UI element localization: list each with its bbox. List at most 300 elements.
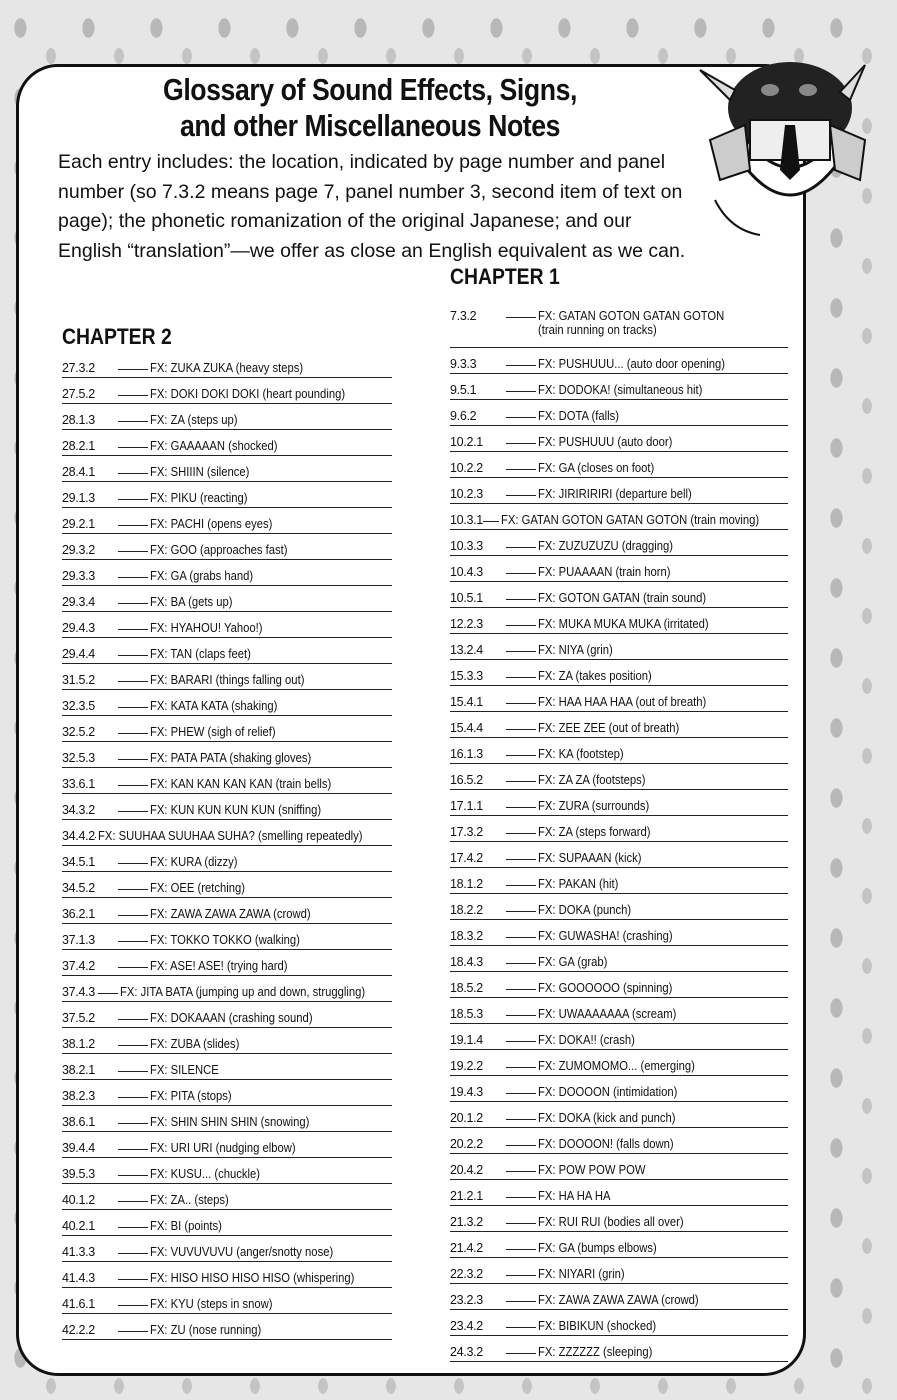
entry-text: FX: GUWASHA! (crashing) [538, 929, 673, 943]
chapter-1-list [450, 306, 788, 1362]
glossary-entry [450, 1050, 788, 1076]
entry-leader-line [118, 811, 148, 812]
entry-leader-line [118, 1097, 148, 1098]
entry-leader-line [506, 547, 536, 548]
entry-location: 42.2.2 [62, 1323, 95, 1337]
glossary-entry [450, 1336, 788, 1362]
entry-text: FX: GATAN GOTON GATAN GOTON (train moving) [501, 513, 760, 527]
entry-text: FX: PUAAAAN (train horn) [538, 565, 671, 579]
glossary-entry [450, 894, 788, 920]
entry-location: 23.4.2 [450, 1319, 483, 1333]
glossary-entry [62, 508, 392, 534]
chapter-2-heading: CHAPTER 2 [62, 324, 172, 349]
chapter-2-list [62, 352, 392, 1340]
entry-text: FX: ZA (steps up) [150, 413, 238, 427]
entry-leader-line [118, 473, 148, 474]
entry-leader-line [118, 1305, 148, 1306]
entry-location: 18.4.3 [450, 955, 483, 969]
entry-leader-line [506, 391, 536, 392]
glossary-entry [450, 400, 788, 426]
glossary-entry [450, 426, 788, 452]
glossary-entry [62, 1002, 392, 1028]
entry-text: FX: PAKAN (hit) [538, 877, 619, 891]
entry-text: FX: GA (grab) [538, 955, 608, 969]
glossary-entry [62, 430, 392, 456]
entry-text: FX: BIBIKUN (shocked) [538, 1319, 657, 1333]
glossary-entry [450, 842, 788, 868]
entry-location: 9.6.2 [450, 409, 477, 423]
entry-text: FX: PHEW (sigh of relief) [150, 725, 276, 739]
entry-location: 29.4.3 [62, 621, 95, 635]
entry-leader-line [118, 1019, 148, 1020]
entry-text: FX: GAAAAAN (shocked) [150, 439, 278, 453]
entry-location: 32.5.2 [62, 725, 95, 739]
entry-text: FX: PUSHUUU (auto door) [538, 435, 673, 449]
entry-text: FX: NIYA (grin) [538, 643, 613, 657]
entry-location: 17.1.1 [450, 799, 483, 813]
entry-text: FX: ZA.. (steps) [150, 1193, 229, 1207]
entry-leader-line [118, 681, 148, 682]
entry-text: FX: KUN KUN KUN KUN (sniffing) [150, 803, 322, 817]
entry-leader-line [506, 1041, 536, 1042]
entry-location: 16.1.3 [450, 747, 483, 761]
entry-text: FX: ZUBA (slides) [150, 1037, 240, 1051]
entry-leader-line [506, 651, 536, 652]
entry-text: FX: ZURA (surrounds) [538, 799, 650, 813]
glossary-entry [62, 690, 392, 716]
entry-leader-line [118, 941, 148, 942]
glossary-entry [62, 1184, 392, 1210]
entry-leader-line [118, 1279, 148, 1280]
entry-text: FX: SHIN SHIN SHIN (snowing) [150, 1115, 310, 1129]
entry-leader-line [118, 421, 148, 422]
glossary-entry [62, 976, 392, 1002]
entry-location: 18.3.2 [450, 929, 483, 943]
entry-leader-line [118, 1175, 148, 1176]
entry-leader-line [118, 369, 148, 370]
glossary-entry [62, 716, 392, 742]
entry-leader-line [506, 1119, 536, 1120]
entry-location: 21.2.1 [450, 1189, 483, 1203]
glossary-entry [62, 1314, 392, 1340]
entry-location: 41.6.1 [62, 1297, 95, 1311]
entry-leader-line [118, 889, 148, 890]
entry-leader-line [118, 707, 148, 708]
entry-location: 33.6.1 [62, 777, 95, 791]
glossary-entry [62, 924, 392, 950]
entry-location: 34.5.2 [62, 881, 95, 895]
glossary-entry [450, 946, 788, 972]
entry-location: 17.4.2 [450, 851, 483, 865]
entry-leader-line [118, 525, 148, 526]
entry-leader-line [506, 625, 536, 626]
entry-location: 34.5.1 [62, 855, 95, 869]
entry-text: FX: ZAWA ZAWA ZAWA (crowd) [538, 1293, 699, 1307]
entry-location: 21.3.2 [450, 1215, 483, 1229]
glossary-entry [62, 872, 392, 898]
glossary-entry [62, 560, 392, 586]
entry-leader-line [118, 759, 148, 760]
entry-leader-line [506, 469, 536, 470]
entry-location: 37.4.2 [62, 959, 95, 973]
entry-location: 37.1.3 [62, 933, 95, 947]
entry-leader-line [506, 573, 536, 574]
entry-location: 29.2.1 [62, 517, 95, 531]
entry-text: FX: SILENCE [150, 1063, 219, 1077]
entry-leader-line [506, 1197, 536, 1198]
entry-location: 20.4.2 [450, 1163, 483, 1177]
entry-leader-line [506, 1145, 536, 1146]
glossary-entry [450, 1310, 788, 1336]
glossary-entry [62, 1158, 392, 1184]
entry-location: 31.5.2 [62, 673, 95, 687]
entry-text: FX: GA (bumps elbows) [538, 1241, 657, 1255]
entry-leader-line [506, 677, 536, 678]
glossary-entry [62, 1236, 392, 1262]
entry-text: FX: GOOOOOO (spinning) [538, 981, 673, 995]
entry-location: 18.5.3 [450, 1007, 483, 1021]
entry-text: FX: JITA BATA (jumping up and down, struggling) [119, 985, 365, 999]
glossary-entry [450, 374, 788, 400]
entry-location: 19.1.4 [450, 1033, 483, 1047]
entry-leader-line [118, 1227, 148, 1228]
entry-location: 20.1.2 [450, 1111, 483, 1125]
entry-location: 41.3.3 [62, 1245, 95, 1259]
entry-leader-line [506, 989, 536, 990]
glossary-entry [450, 660, 788, 686]
entry-text: FX: JIRIRIRIRI (departure bell) [538, 487, 692, 501]
entry-leader-line [118, 967, 148, 968]
glossary-entry [450, 1128, 788, 1154]
entry-location: 40.1.2 [62, 1193, 95, 1207]
entry-leader-line [118, 1253, 148, 1254]
entry-text: FX: KAN KAN KAN KAN (train bells) [150, 777, 332, 791]
entry-text: FX: ASE! ASE! (trying hard) [150, 959, 288, 973]
entry-location: 29.1.3 [62, 491, 95, 505]
entry-leader-line [118, 499, 148, 500]
entry-text: FX: DOOOON (intimidation) [538, 1085, 678, 1099]
entry-text: FX: GOTON GATAN (train sound) [538, 591, 707, 605]
entry-location: 32.3.5 [62, 699, 95, 713]
entry-location: 15.4.4 [450, 721, 483, 735]
glossary-entry [450, 1258, 788, 1284]
entry-location: 32.5.3 [62, 751, 95, 765]
glossary-entry [62, 456, 392, 482]
entry-text: FX: ZA (steps forward) [538, 825, 651, 839]
entry-text: FX: DOKA (kick and punch) [538, 1111, 676, 1125]
entry-text: FX: DOKAAAN (crashing sound) [150, 1011, 313, 1025]
entry-text: FX: TOKKO TOKKO (walking) [150, 933, 300, 947]
entry-leader-line [118, 1123, 148, 1124]
glossary-entry [62, 1210, 392, 1236]
entry-leader-line [506, 1093, 536, 1094]
entry-text: FX: ZUZUZUZU (dragging) [538, 539, 674, 553]
entry-text: FX: DOOOON! (falls down) [538, 1137, 674, 1151]
entry-location: 24.3.2 [450, 1345, 483, 1359]
entry-text: FX: KA (footstep) [538, 747, 624, 761]
entry-location: 36.2.1 [62, 907, 95, 921]
entry-location: 27.3.2 [62, 361, 95, 375]
entry-location: 19.2.2 [450, 1059, 483, 1073]
entry-location: 10.5.1 [450, 591, 483, 605]
entry-leader-line [506, 1223, 536, 1224]
glossary-entry [62, 612, 392, 638]
entry-leader-line [118, 629, 148, 630]
entry-text: FX: DOTA (falls) [538, 409, 620, 423]
glossary-entry [62, 586, 392, 612]
entry-text: FX: OEE (retching) [150, 881, 246, 895]
glossary-entry [62, 378, 392, 404]
entry-location: 22.3.2 [450, 1267, 483, 1281]
entry-text: FX: HISO HISO HISO HISO (whispering) [150, 1271, 355, 1285]
glossary-entry [62, 1132, 392, 1158]
glossary-entry [450, 1180, 788, 1206]
entry-location: 28.2.1 [62, 439, 95, 453]
entry-location: 19.4.3 [450, 1085, 483, 1099]
chapter-1-heading: CHAPTER 1 [450, 264, 560, 289]
title-line-2: and other Miscellaneous Notes [179, 108, 561, 143]
glossary-entry [450, 998, 788, 1024]
entry-text: FX: ZEE ZEE (out of breath) [538, 721, 680, 735]
entry-leader-line [506, 963, 536, 964]
entry-text: FX: ZUMOMOMO... (emerging) [538, 1059, 695, 1073]
entry-location: 10.3.3 [450, 539, 483, 553]
entry-leader-line [118, 1045, 148, 1046]
entry-location: 7.3.2 [450, 309, 477, 323]
glossary-entry [62, 898, 392, 924]
entry-location: 38.2.3 [62, 1089, 95, 1103]
glossary-entry [450, 1206, 788, 1232]
entry-text: FX: RUI RUI (bodies all over) [538, 1215, 684, 1229]
entry-location: 39.5.3 [62, 1167, 95, 1181]
entry-location: 29.4.4 [62, 647, 95, 661]
entry-text: FX: ZAWA ZAWA ZAWA (crowd) [150, 907, 311, 921]
glossary-entry [62, 482, 392, 508]
entry-location: 29.3.3 [62, 569, 95, 583]
glossary-entry [450, 816, 788, 842]
entry-leader-line [506, 417, 536, 418]
entry-text: FX: SHIIIN (silence) [150, 465, 250, 479]
entry-text: FX: KATA KATA (shaking) [150, 699, 278, 713]
glossary-entry [62, 404, 392, 430]
entry-text: FX: HA HA HA [538, 1189, 611, 1203]
entry-text: FX: VUVUVUVU (anger/snotty nose) [150, 1245, 334, 1259]
entry-text: FX: URI URI (nudging elbow) [150, 1141, 296, 1155]
glossary-entry [62, 638, 392, 664]
entry-text: FX: NIYARI (grin) [538, 1267, 625, 1281]
glossary-entry [450, 972, 788, 998]
glossary-entry [450, 1024, 788, 1050]
glossary-entry [450, 530, 788, 556]
entry-location: 20.2.2 [450, 1137, 483, 1151]
entry-location: 21.4.2 [450, 1241, 483, 1255]
entry-location: 41.4.3 [62, 1271, 95, 1285]
entry-text: FX: ZU (nose running) [150, 1323, 262, 1337]
entry-location: 29.3.4 [62, 595, 95, 609]
glossary-entry [62, 820, 392, 846]
entry-location: 10.2.1 [450, 435, 483, 449]
entry-leader-line [506, 1067, 536, 1068]
entry-leader-line [506, 859, 536, 860]
entry-leader-line [483, 521, 499, 522]
entry-location: 12.2.3 [450, 617, 483, 631]
entry-location: 40.2.1 [62, 1219, 95, 1233]
entry-leader-line [506, 1353, 536, 1354]
entry-text [538, 309, 724, 337]
entry-text: FX: PITA (stops) [150, 1089, 232, 1103]
entry-leader-line [506, 911, 536, 912]
glossary-entry [450, 556, 788, 582]
entry-location: 34.3.2 [62, 803, 95, 817]
glossary-entry [450, 1154, 788, 1180]
glossary-entry [450, 1232, 788, 1258]
entry-text: FX: KUSU... (chuckle) [150, 1167, 261, 1181]
glossary-entry [62, 1080, 392, 1106]
entry-leader-line [506, 833, 536, 834]
entry-text: FX: GOO (approaches fast) [150, 543, 288, 557]
glossary-entry [62, 534, 392, 560]
entry-leader-line [506, 1301, 536, 1302]
glossary-entry [450, 348, 788, 374]
glossary-entry [62, 950, 392, 976]
entry-leader-line [118, 1201, 148, 1202]
title-line-1: Glossary of Sound Effects, Signs, [163, 72, 577, 107]
entry-leader-line [118, 395, 148, 396]
glossary-entry [450, 1076, 788, 1102]
entry-location: 10.2.3 [450, 487, 483, 501]
entry-leader-line [506, 1275, 536, 1276]
entry-leader-line [98, 993, 117, 994]
entry-text: FX: BA (gets up) [150, 595, 233, 609]
glossary-entry [62, 1262, 392, 1288]
entry-text: FX: HYAHOU! Yahoo!) [150, 621, 263, 635]
entry-text: FX: SUPAAAN (kick) [538, 851, 642, 865]
entry-text: FX: PIKU (reacting) [150, 491, 248, 505]
entry-text: FX: DOKI DOKI DOKI (heart pounding) [150, 387, 346, 401]
entry-text: FX: ZA (takes position) [538, 669, 652, 683]
entry-location: 16.5.2 [450, 773, 483, 787]
entry-location: 10.2.2 [450, 461, 483, 475]
entry-text: FX: KURA (dizzy) [150, 855, 238, 869]
glossary-entry [450, 306, 788, 348]
entry-location: 28.1.3 [62, 413, 95, 427]
glossary-entry [450, 634, 788, 660]
entry-leader-line [118, 863, 148, 864]
entry-leader-line [506, 1015, 536, 1016]
entry-leader-line [506, 317, 536, 318]
entry-leader-line [118, 447, 148, 448]
entry-location: 37.5.2 [62, 1011, 95, 1025]
entry-leader-line [506, 781, 536, 782]
glossary-entry [450, 504, 788, 530]
glossary-entry [450, 582, 788, 608]
entry-text: FX: DODOKA! (simultaneous hit) [538, 383, 703, 397]
entry-location: 38.2.1 [62, 1063, 95, 1077]
entry-leader-line [118, 603, 148, 604]
entry-text: FX: DOKA (punch) [538, 903, 632, 917]
entry-leader-line [506, 885, 536, 886]
entry-leader-line [95, 837, 96, 838]
entry-text: FX: GA (closes on foot) [538, 461, 655, 475]
entry-text: FX: PACHI (opens eyes) [150, 517, 273, 531]
entry-leader-line [118, 1071, 148, 1072]
glossary-entry [62, 768, 392, 794]
entry-location: 18.1.2 [450, 877, 483, 891]
entry-leader-line [506, 495, 536, 496]
entry-text: FX: PATA PATA (shaking gloves) [150, 751, 312, 765]
entry-location: 9.5.1 [450, 383, 477, 397]
glossary-entry [450, 712, 788, 738]
glossary-entry [450, 686, 788, 712]
entry-leader-line [506, 1249, 536, 1250]
glossary-entry [62, 1054, 392, 1080]
glossary-entry [450, 1284, 788, 1310]
entry-leader-line [506, 1171, 536, 1172]
entry-text: FX: ZZZZZZ (sleeping) [538, 1345, 653, 1359]
entry-location: 9.3.3 [450, 357, 477, 371]
entry-leader-line [506, 755, 536, 756]
glossary-entry [450, 764, 788, 790]
entry-leader-line [118, 1149, 148, 1150]
glossary-entry [62, 1028, 392, 1054]
entry-text: FX: HAA HAA HAA (out of breath) [538, 695, 707, 709]
entry-text: FX: SUUHAA SUUHAA SUHA? (smelling repeatedly) [98, 829, 363, 843]
glossary-entry [62, 846, 392, 872]
entry-location: 17.3.2 [450, 825, 483, 839]
page-title [129, 72, 611, 144]
glossary-entry [62, 352, 392, 378]
glossary-entry [450, 738, 788, 764]
glossary-entry [450, 920, 788, 946]
entry-text: FX: KYU (steps in snow) [150, 1297, 273, 1311]
entry-text: FX: BARARI (things falling out) [150, 673, 305, 687]
entry-location: 18.5.2 [450, 981, 483, 995]
glossary-entry [450, 608, 788, 634]
entry-leader-line [506, 1327, 536, 1328]
entry-text: FX: MUKA MUKA MUKA (irritated) [538, 617, 709, 631]
entry-text: FX: BI (points) [150, 1219, 222, 1233]
entry-leader-line [118, 1331, 148, 1332]
entry-text: FX: DOKA!! (crash) [538, 1033, 635, 1047]
entry-leader-line [506, 937, 536, 938]
entry-location: 29.3.2 [62, 543, 95, 557]
intro-paragraph: Each entry includes: the location, indicated by page number and panel number (so 7.3.2 means page 7, panel number 3, second item of text on page); the phonetic romanization of the original Japanese; and our English “translation”—we offer as close an English equivalent as we can. [58, 151, 686, 262]
entry-location: 23.2.3 [450, 1293, 483, 1307]
entry-text: FX: GA (grabs hand) [150, 569, 254, 583]
glossary-entry [450, 452, 788, 478]
mascot-illustration [690, 30, 870, 240]
entry-leader-line [118, 551, 148, 552]
glossary-entry [62, 1288, 392, 1314]
entry-location: 34.4.2 [62, 829, 95, 843]
entry-leader-line [118, 577, 148, 578]
entry-text: FX: POW POW POW [538, 1163, 646, 1177]
glossary-entry [450, 478, 788, 504]
glossary-entry [62, 1106, 392, 1132]
entry-leader-line [506, 729, 536, 730]
entry-text: FX: ZA ZA (footsteps) [538, 773, 646, 787]
glossary-entry [62, 794, 392, 820]
entry-location: 15.4.1 [450, 695, 483, 709]
entry-leader-line [506, 703, 536, 704]
glossary-entry [450, 1102, 788, 1128]
entry-location: 38.6.1 [62, 1115, 95, 1129]
entry-text: FX: UWAAAAAAA (scream) [538, 1007, 677, 1021]
entry-leader-line [506, 365, 536, 366]
entry-location: 38.1.2 [62, 1037, 95, 1051]
entry-location: 10.3.1 [450, 513, 483, 527]
entry-leader-line [118, 915, 148, 916]
